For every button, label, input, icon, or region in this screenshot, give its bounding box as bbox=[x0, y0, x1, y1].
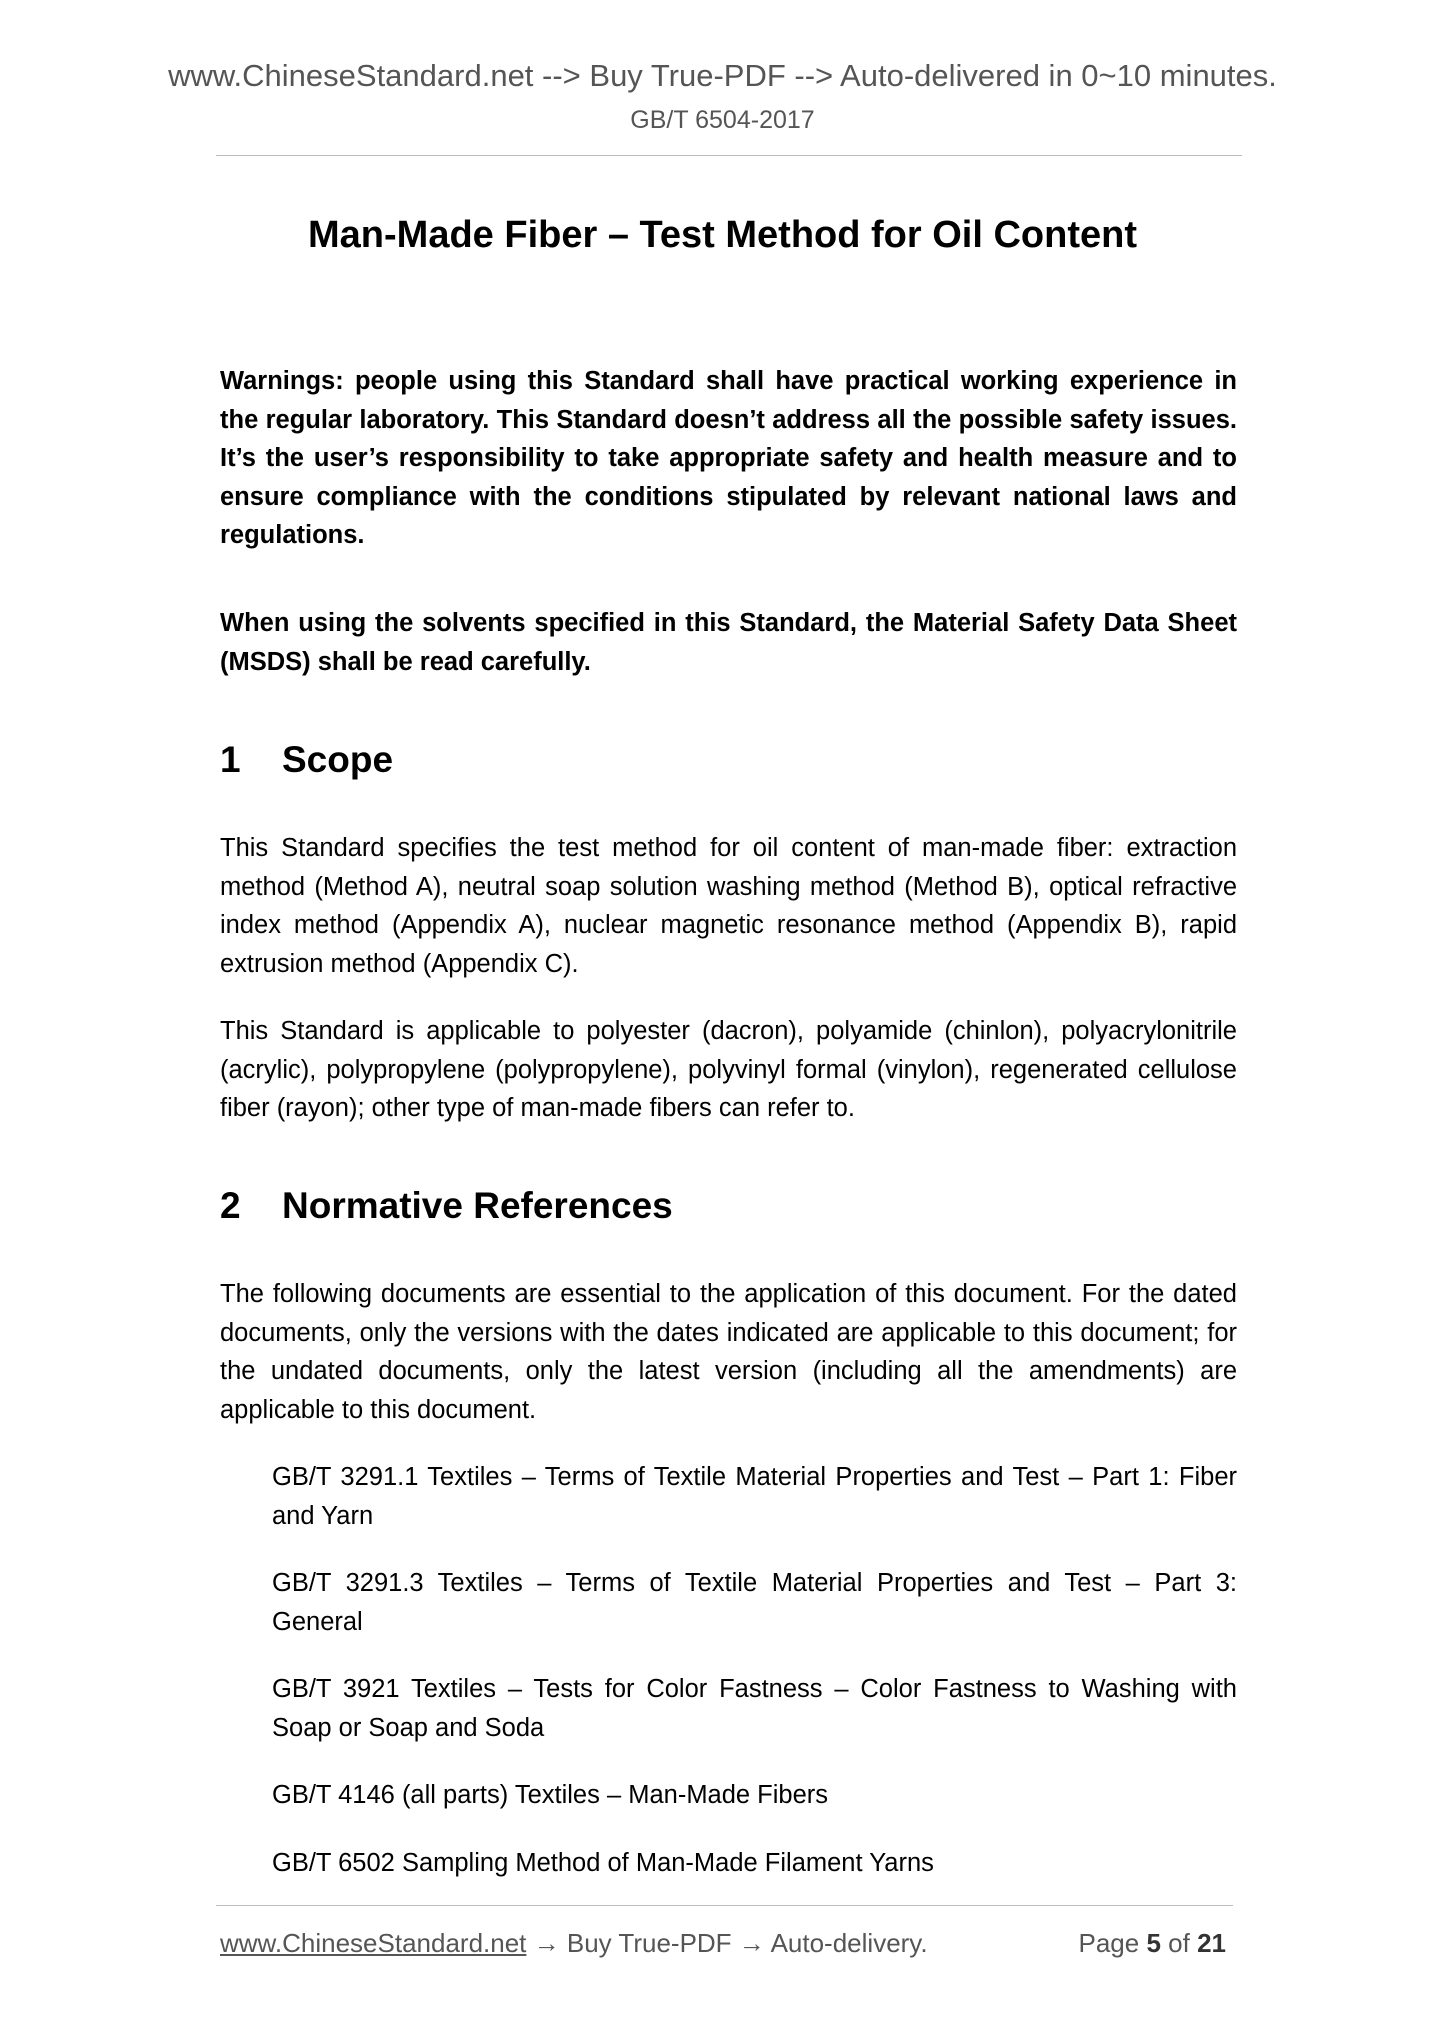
section-title: Normative References bbox=[282, 1185, 673, 1226]
references-intro-paragraph: The following documents are essential to the application of this document. For the dated documents, only the versions with the dates indicated are applicable to this document; for the undated documents, only the latest version (including all the amendments) are applicable to this document. bbox=[220, 1280, 1237, 1424]
section-number: 1 bbox=[220, 739, 241, 780]
document-title: Man-Made Fiber – Test Method for Oil Content bbox=[308, 214, 1137, 256]
msds-paragraph: When using the solvents specified in this Standard, the Material Safety Data Sheet (MSDS) shall be read carefully. bbox=[220, 609, 1237, 676]
references-intro-block bbox=[220, 1275, 1237, 1429]
footer-left bbox=[220, 1928, 928, 1959]
page-current: 5 bbox=[1146, 1928, 1161, 1958]
scope-applicability-paragraph: This Standard is applicable to polyester (dacron), polyamide (chinlon), polyacrylonitrile (acrylic), polypropylene (polypropylene), polyvinyl formal (vinylon), regenerated cellulose fiber (rayon); other type of man-made fibers can refer to. bbox=[220, 1017, 1237, 1122]
msds-block bbox=[220, 604, 1237, 681]
footer-site-link[interactable]: www.ChineseStandard.net bbox=[220, 1928, 527, 1958]
page-total: 21 bbox=[1197, 1928, 1226, 1958]
reference-item bbox=[272, 1564, 1237, 1641]
warnings-block bbox=[220, 362, 1237, 555]
footer-divider bbox=[216, 1905, 1233, 1906]
reference-text: GB/T 4146 (all parts) Textiles – Man-Made Fibers bbox=[272, 1781, 829, 1809]
warnings-paragraph: Warnings: people using this Standard shall have practical working experience in the regular laboratory. This Standard doesn’t address all the possible safety issues. It’s the user’s responsibility to take appropriate safety and health measure and to ensure compliance with the conditions stipulated by relevant national laws and regulations. bbox=[220, 367, 1237, 549]
reference-text: GB/T 3921 Textiles – Tests for Color Fastness – Color Fastness to Washing with Soap or Soap and Soda bbox=[272, 1675, 1237, 1742]
section-title: Scope bbox=[282, 739, 394, 780]
reference-text: GB/T 3291.1 Textiles – Terms of Textile Material Properties and Test – Part 1: Fiber and Yarn bbox=[272, 1463, 1237, 1530]
scope-paragraph-2-block bbox=[220, 1012, 1237, 1128]
reference-item bbox=[272, 1670, 1237, 1747]
reference-item bbox=[272, 1844, 1237, 1883]
header-site-line: www.ChineseStandard.net --> Buy True-PDF --> Auto-delivered in 0~10 minutes. bbox=[168, 58, 1277, 93]
reference-item bbox=[272, 1458, 1237, 1535]
footer-tagline: → Buy True-PDF → Auto-delivery. bbox=[526, 1928, 928, 1958]
reference-item bbox=[272, 1776, 1237, 1815]
section-number: 2 bbox=[220, 1185, 241, 1226]
scope-paragraph-1-block bbox=[220, 829, 1237, 983]
section-2-heading bbox=[220, 1184, 1237, 1228]
page-word: Page bbox=[1078, 1928, 1140, 1958]
page-indicator bbox=[1078, 1928, 1226, 1959]
of-word: of bbox=[1168, 1928, 1190, 1958]
section-1-heading bbox=[220, 738, 1237, 782]
header-standard-code: GB/T 6504-2017 bbox=[630, 106, 815, 134]
header-divider bbox=[216, 155, 1242, 156]
reference-text: GB/T 6502 Sampling Method of Man-Made Filament Yarns bbox=[272, 1849, 934, 1877]
scope-paragraph: This Standard specifies the test method for oil content of man-made fiber: extraction method (Method A), neutral soap solution washing method (Method B), optical refractive index method (Appendix A), nuclear magnetic resonance method (Appendix B), rapid extrusion method (Appendix C). bbox=[220, 834, 1237, 978]
reference-text: GB/T 3291.3 Textiles – Terms of Textile Material Properties and Test – Part 3: General bbox=[272, 1569, 1237, 1636]
